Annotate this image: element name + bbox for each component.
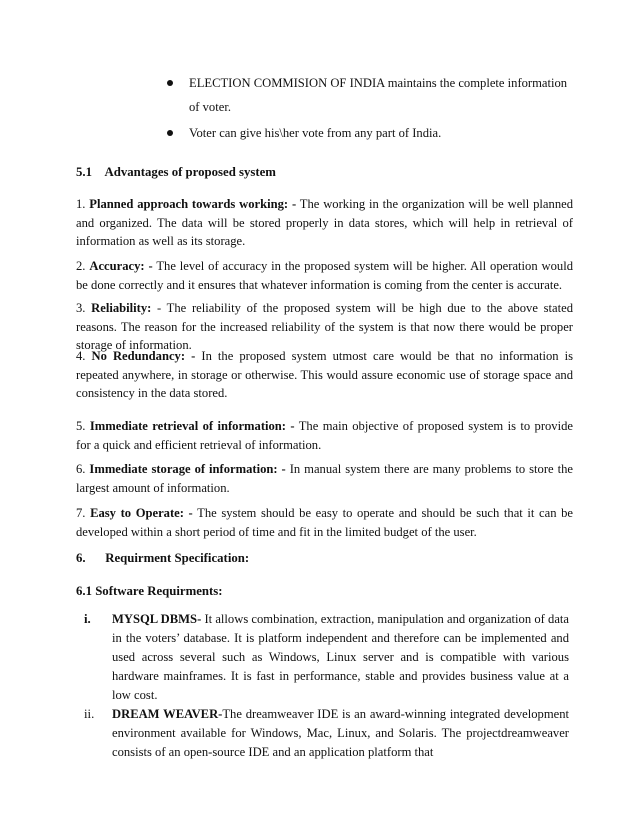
software-item-body [112, 705, 569, 762]
item-number: 1. [76, 197, 86, 211]
item-text: The level of accuracy in the proposed system will be higher. All operation would be done correctly and it ensures that whatever information is coming from the center is accurate. [76, 259, 573, 292]
roman-numeral: ii. [84, 707, 95, 721]
advantage-paragraph [76, 460, 573, 497]
advantage-paragraph [76, 504, 573, 541]
section-heading-5-1 [76, 164, 276, 180]
item-term: No Redundancy: - [91, 349, 196, 363]
item-term: Accuracy: - [89, 259, 153, 273]
section-number: 5.1 [76, 165, 92, 179]
item-text: - The reliability of the proposed system will be high due to the above stated reasons. The reason for the increased reliability of the system is that now there would be proper storage of information. [76, 301, 573, 352]
item-number: 2. [76, 259, 86, 273]
bullet-text: ELECTION COMMISION OF INDIA maintains the complete information of voter. [189, 76, 568, 114]
item-term: DREAM WEAVER- [112, 707, 223, 721]
bullet-dot-icon [167, 130, 173, 136]
roman-numeral: i. [84, 612, 91, 626]
advantage-paragraph [76, 347, 573, 403]
item-text: It allows combination, extraction, manipulation and organization of data in the voters’ database. It is platform independent and therefore can be implemented and used across several such as Windows, Linux server and is compatible with various hardware mainframes. It is fast in performance, stable and provides business value at a low cost. [112, 612, 569, 702]
software-item-body [112, 610, 569, 705]
section-title: Requirment Specification: [105, 551, 250, 565]
bullet-dot-icon [167, 80, 173, 86]
item-text: The dreamweaver IDE is an award-winning integrated development environment available for Windows, Mac, Linux, and Solaris. The projectdreamweaver consists of an open-source IDE and an application platform that [112, 707, 569, 759]
item-number: 3. [76, 301, 86, 315]
item-term: MYSQL DBMS- [112, 612, 202, 626]
advantage-paragraph [76, 257, 573, 294]
section-title: Advantages of proposed system [104, 165, 276, 179]
item-number: 4. [76, 349, 86, 363]
item-text: In the proposed system utmost care would be that no information is repeated anywhere, in storage or otherwise. This would assure economic use of storage space and consistency in the data stored. [76, 349, 573, 400]
bullet-item [163, 71, 573, 119]
item-text: In manual system there are many problems to store the largest amount of information. [76, 462, 573, 495]
item-term: Reliability: [91, 301, 152, 315]
item-term: Planned approach towards working: - [89, 197, 297, 211]
item-number: 7. [76, 506, 86, 520]
bullet-text: Voter can give his\her vote from any part of India. [189, 126, 442, 140]
section-heading-6 [76, 550, 249, 566]
advantage-paragraph [76, 195, 573, 251]
item-text: The system should be easy to operate and should be such that it can be developed within a short period of time and fit in the limited budget of the user. [76, 506, 573, 539]
section-number: 6. [76, 551, 86, 565]
bullet-item [163, 121, 573, 145]
item-term: Immediate storage of information: - [89, 462, 286, 476]
item-term: Immediate retrieval of information: - [89, 419, 295, 433]
item-text: The main objective of proposed system is to provide for a quick and efficient retrieval of information. [76, 419, 573, 452]
item-text: The working in the organization will be well planned and organized. The data will be stored properly in data stores, which will help in retrieval of information as well as its storage. [76, 197, 573, 248]
advantage-paragraph [76, 417, 573, 454]
item-number: 6. [76, 462, 86, 476]
item-number: 5. [76, 419, 86, 433]
section-heading-6-1 [76, 583, 223, 599]
item-term: Easy to Operate: - [90, 506, 193, 520]
section-title: 6.1 Software Requirments: [76, 584, 223, 598]
bullet-list [163, 71, 573, 145]
